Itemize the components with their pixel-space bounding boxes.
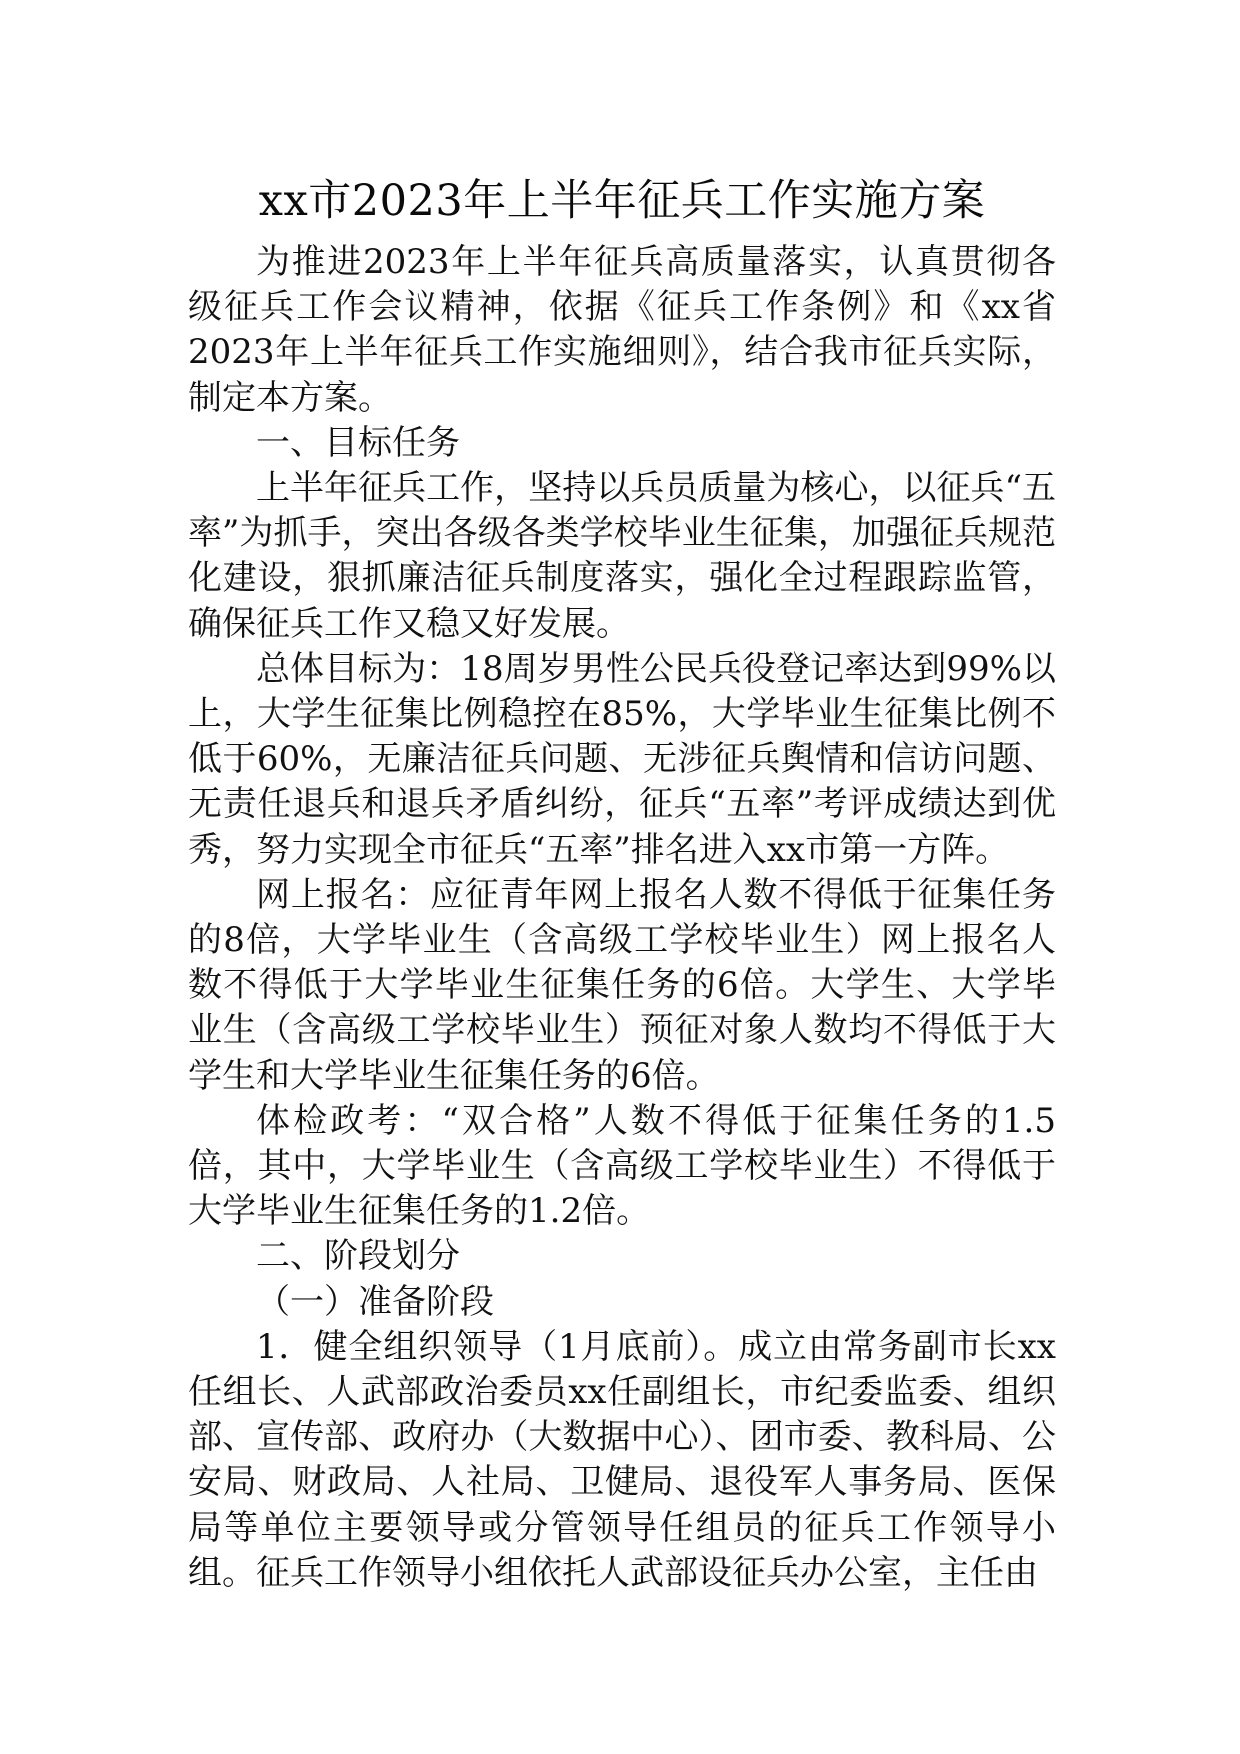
section-heading-stages: 二、阶段划分 bbox=[256, 1236, 460, 1277]
goals-paragraph: 上半年征兵工作，坚持以兵员质量为核心，以征兵“五率”为抓手，突出各级各类学校毕业生征集，加强征兵规范化建设，狠抓廉洁征兵制度落实，强化全过程跟踪监管，确保征兵工作又稳又好发展。 bbox=[188, 468, 1056, 644]
document-title: xx市2023年上半年征兵工作实施方案 bbox=[258, 176, 986, 226]
subsection-heading-preparation: （一）准备阶段 bbox=[256, 1281, 494, 1322]
online-registration-paragraph: 网上报名：应征青年网上报名人数不得低于征集任务的8倍，大学毕业生（含高级工学校毕业生）网上报名人数不得低于大学毕业生征集任务的6倍。大学生、大学毕业生（含高级工学校毕业生）预征对象人数均不得低于大学生和大学毕业生征集任务的6倍。 bbox=[188, 874, 1056, 1096]
physical-political-check-paragraph: 体检政考：“双合格”人数不得低于征集任务的1.5倍，其中，大学毕业生（含高级工学校毕业生）不得低于大学毕业生征集任务的1.2倍。 bbox=[188, 1100, 1056, 1232]
document-body bbox=[188, 168, 1056, 1596]
section-heading-goals: 一、目标任务 bbox=[256, 422, 460, 463]
organization-leadership-paragraph: 1．健全组织领导（1月底前）。成立由常务副市长xx任组长、人武部政治委员xx任副组长，市纪委监委、组织部、宣传部、政府办（大数据中心）、团市委、教科局、公安局、财政局、人社局、卫健局、退役军人事务局、医保局等单位主要领导或分管领导任组员的征兵工作领导小组。征兵工作领导小组依托人武部设征兵办公室，主任由 bbox=[188, 1326, 1056, 1593]
intro-paragraph: 为推进2023年上半年征兵高质量落实，认真贯彻各级征兵工作会议精神，依据《征兵工作条例》和《xx省2023年上半年征兵工作实施细则》，结合我市征兵实际，制定本方案。 bbox=[188, 242, 1056, 418]
overall-target-paragraph: 总体目标为：18周岁男性公民兵役登记率达到99%以上，大学生征集比例稳控在85%，大学毕业生征集比例不低于60%，无廉洁征兵问题、无涉征兵舆情和信访问题、无责任退兵和退兵矛盾纠纷，征兵“五率”考评成绩达到优秀，努力实现全市征兵“五率”排名进入xx市第一方阵。 bbox=[188, 648, 1056, 870]
